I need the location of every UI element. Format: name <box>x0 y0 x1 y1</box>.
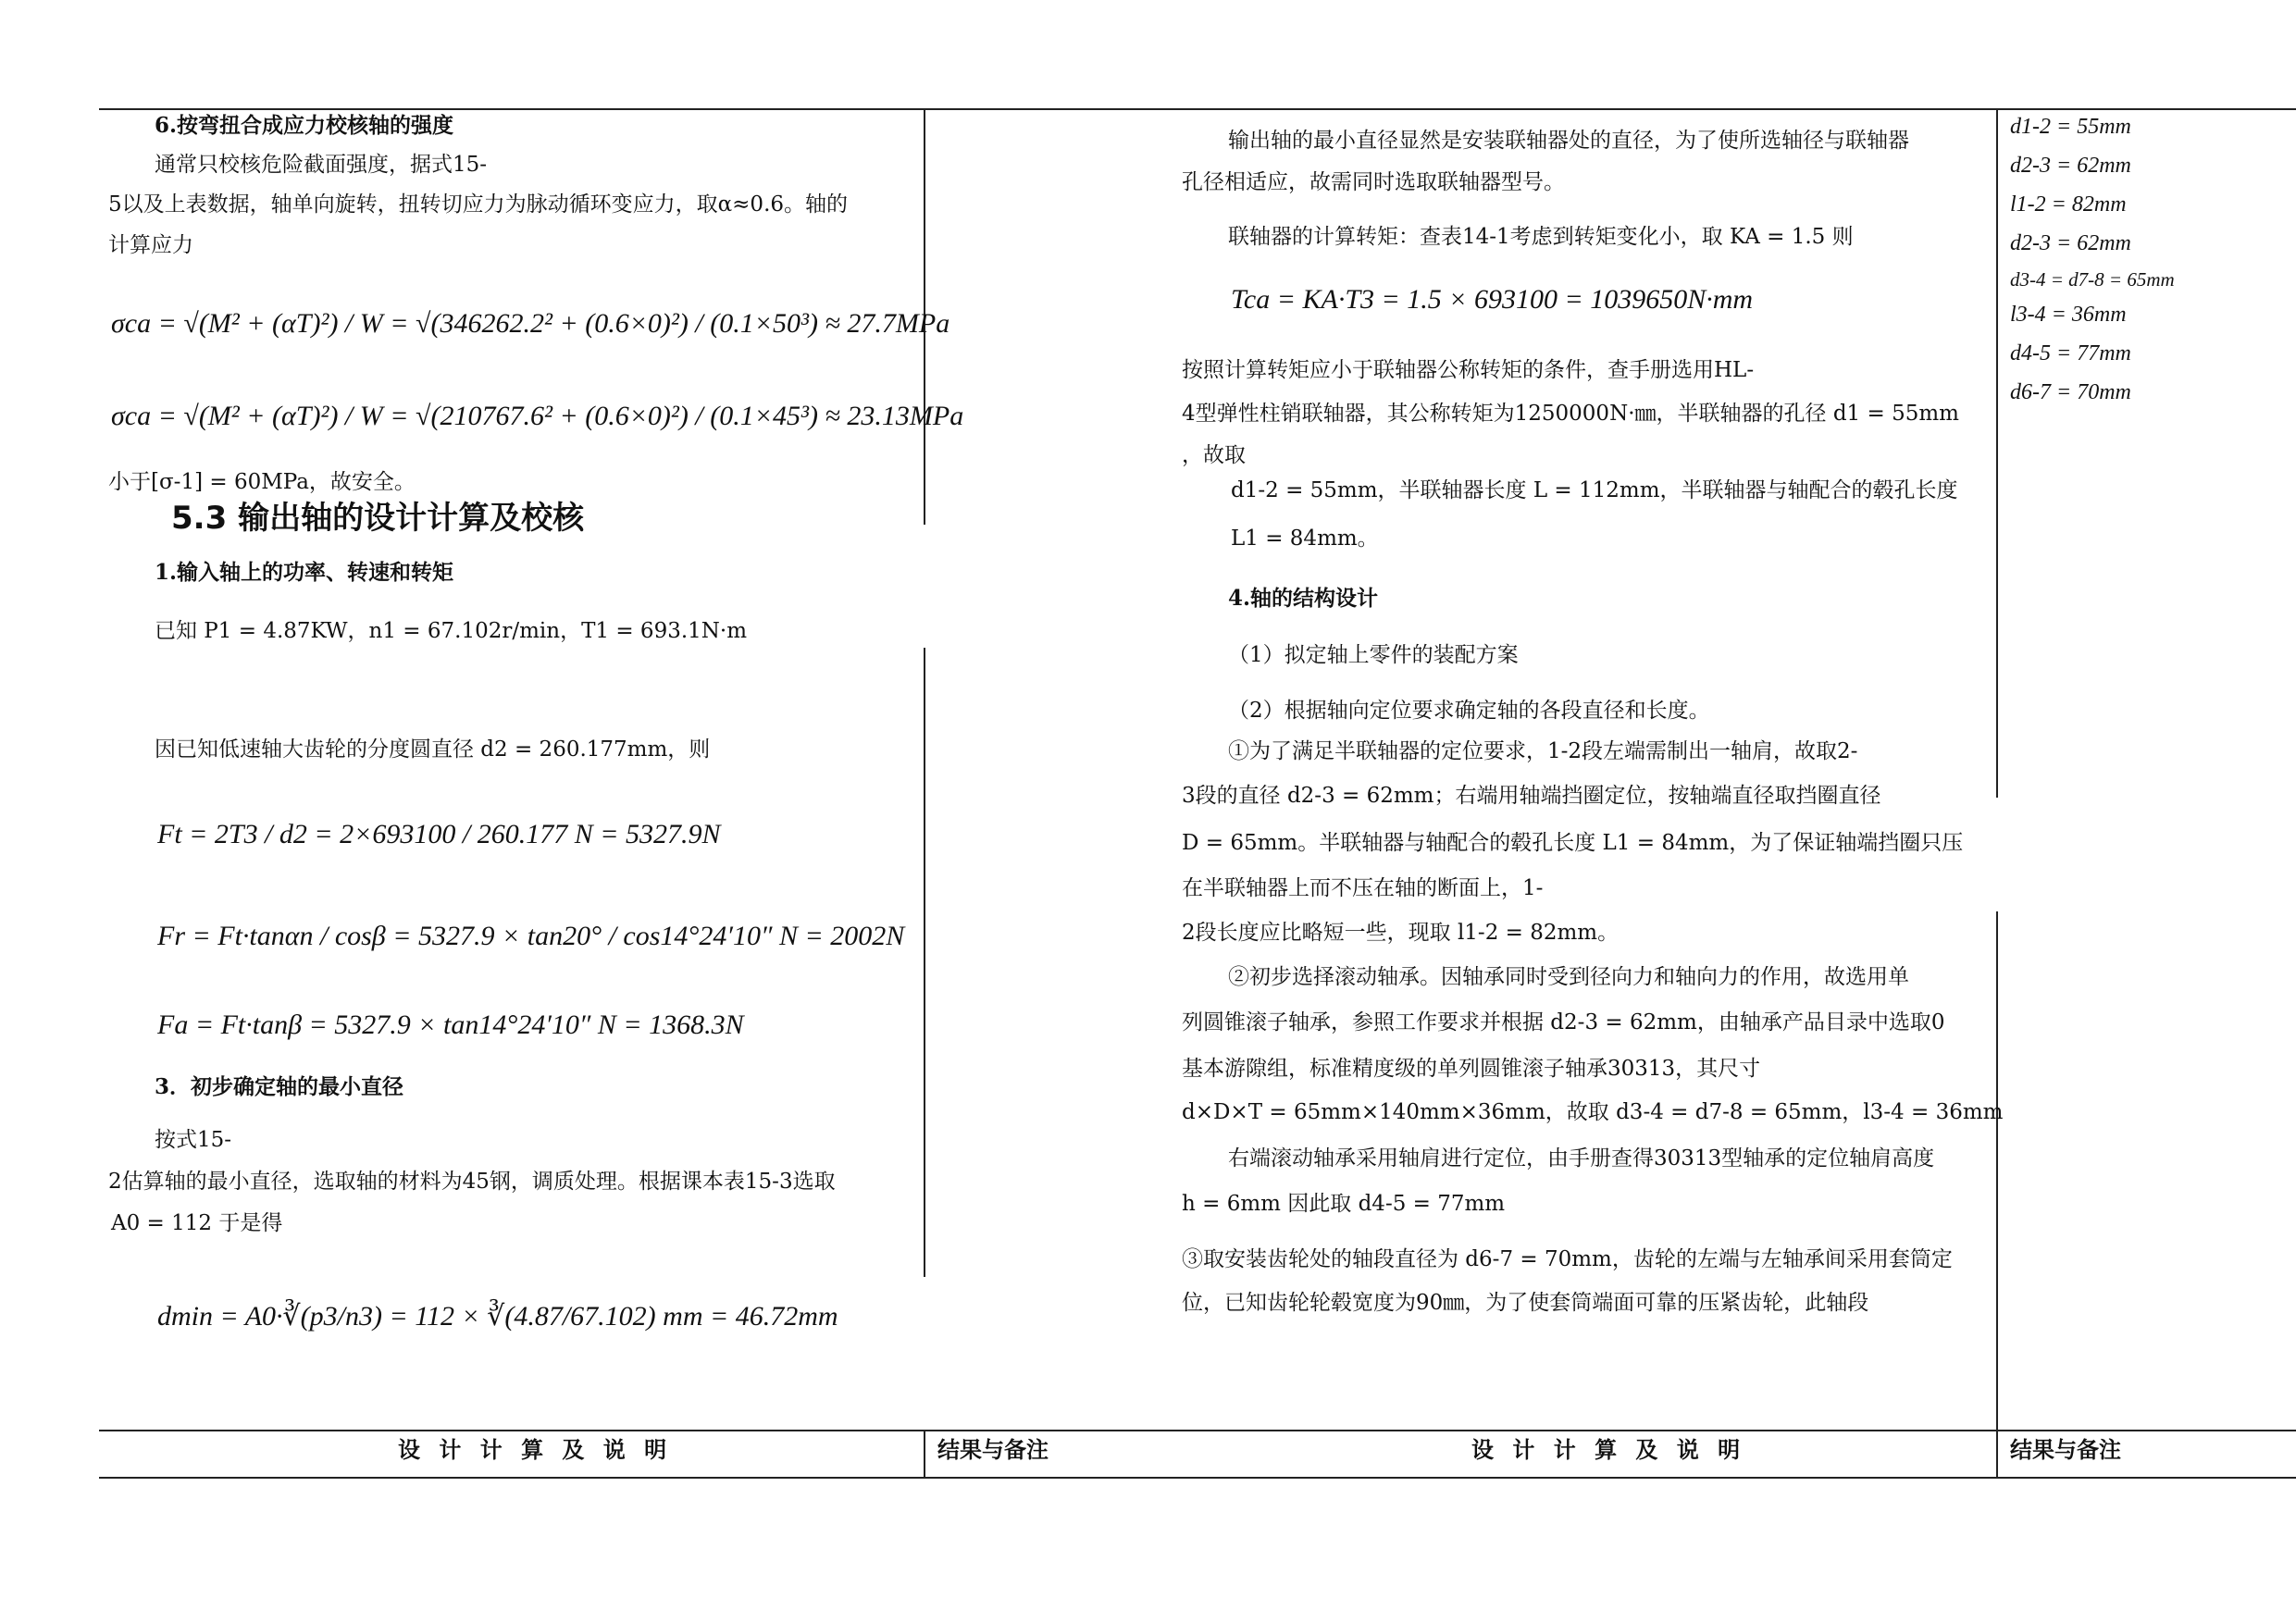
paragraph-line: 按式15- <box>155 1128 232 1152</box>
paragraph-line: ②初步选择滚动轴承。因轴承同时受到径向力和轴向力的作用，故选用单 <box>1228 965 1909 989</box>
section-6-heading: 6.按弯扭合成应力校核轴的强度 <box>155 113 454 138</box>
axial-force-equation: Fa = Ft·tanβ = 5327.9 × tan14°24′10″ N = 1368.3N <box>157 1010 744 1040</box>
paragraph-line: （1）拟定轴上零件的装配方案 <box>1228 643 1519 667</box>
divider-right-lower <box>1996 911 1998 1478</box>
paragraph-line: d1-2 = 55mm，半联轴器长度 L = 112mm，半联轴器与轴配合的毂孔长度 <box>1231 478 1958 502</box>
result-item: d1-2 = 55mm <box>2010 115 2131 139</box>
paragraph-line: 5以及上表数据，轴单向旋转，扭转切应力为脉动循环变应力，取α≈0.6。轴的 <box>108 192 849 217</box>
divider-right-upper <box>1996 108 1998 798</box>
paragraph-line: 基本游隙组，标准精度级的单列圆锥滚子轴承30313，其尺寸 <box>1182 1057 1761 1081</box>
paragraph-line: 3段的直径 d2-3 = 62mm；右端用轴端挡圈定位，按轴端直径取挡圈直径 <box>1182 784 1881 808</box>
result-notes-label: 结果与备注 <box>937 1436 1049 1463</box>
design-calculation-label: 设 计 计 算 及 说 明 <box>1471 1436 1746 1463</box>
paragraph-line: 列圆锥滚子轴承，参照工作要求并根据 d2-3 = 62mm，由轴承产品目录中选取0 <box>1182 1010 1945 1035</box>
paragraph-line: 位，已知齿轮轮毂宽度为90㎜，为了使套筒端面可靠的压紧齿轮，此轴段 <box>1182 1291 1869 1315</box>
section-5-3-heading: 5.3 输出轴的设计计算及校核 <box>171 500 585 537</box>
paragraph-line: L1 = 84mm。 <box>1231 527 1379 551</box>
paragraph-line: ①为了满足半联轴器的定位要求，1-2段左端需制出一轴肩，故取2- <box>1228 739 1858 763</box>
paragraph-line: ，故取 <box>1182 443 1246 467</box>
divider-left-lower <box>924 648 925 1277</box>
paragraph-line: 按照计算转矩应小于联轴器公称转矩的条件，查手册选用HL- <box>1182 358 1755 382</box>
paragraph-line: 在半联轴器上而不压在轴的断面上，1- <box>1182 876 1544 900</box>
result-item: d3-4 = d7-8 = 65mm <box>2010 268 2175 291</box>
paragraph-line: d×D×T = 65mm×140mm×36mm，故取 d3-4 = d7-8 = 65mm，l3-4 = 36mm <box>1182 1100 2004 1124</box>
footer-bottom-border <box>99 1477 2296 1479</box>
result-item: d2-3 = 62mm <box>2010 154 2131 178</box>
radial-force-equation: Fr = Ft·tanαn / cosβ = 5327.9 × tan20° / cos14°24′10″ N = 2002N <box>157 921 905 951</box>
design-calculation-label: 设 计 计 算 及 说 明 <box>398 1436 673 1463</box>
subsection-3-heading: 3．初步确定轴的最小直径 <box>155 1074 404 1099</box>
paragraph-line: ③取安装齿轮处的轴段直径为 d6-7 = 70mm，齿轮的左端与左轴承间采用套筒定 <box>1182 1247 1953 1271</box>
paragraph-line: 输出轴的最小直径显然是安装联轴器处的直径，为了使所选轴径与联轴器 <box>1228 129 1909 153</box>
stress-equation-2: σca = √(M² + (αT)²) / W = √(210767.6² + (0.6×0)²) / (0.1×45³) ≈ 23.13MPa <box>111 401 964 431</box>
paragraph-line: D = 65mm。半联轴器与轴配合的毂孔长度 L1 = 84mm，为了保证轴端挡圈只压 <box>1182 831 1964 855</box>
paragraph-line: h = 6mm 因此取 d4-5 = 77mm <box>1182 1192 1506 1216</box>
tangential-force-equation: Ft = 2T3 / d2 = 2×693100 / 260.177 N = 5327.9N <box>157 819 721 849</box>
paragraph-line: 4型弹性柱销联轴器，其公称转矩为1250000N·㎜，半联轴器的孔径 d1 = 55mm <box>1182 402 1959 426</box>
result-item: l1-2 = 82mm <box>2010 192 2127 217</box>
paragraph-line: （2）根据轴向定位要求确定轴的各段直径和长度。 <box>1228 699 1710 723</box>
divider-footer-right <box>1996 1430 1998 1478</box>
paragraph-line: 右端滚动轴承采用轴肩进行定位，由手册查得30313型轴承的定位轴肩高度 <box>1228 1146 1935 1171</box>
min-diameter-equation: dmin = A0·∛(p3/n3) = 112 × ∛(4.87/67.102) mm = 46.72mm <box>157 1301 838 1332</box>
result-item: d6-7 = 70mm <box>2010 380 2131 404</box>
paragraph-line: 孔径相适应，故需同时选取联轴器型号。 <box>1182 170 1565 194</box>
coupling-torque-equation: Tca = KA·T3 = 1.5 × 693100 = 1039650N·mm <box>1231 284 1754 315</box>
paragraph-line: 2估算轴的最小直径，选取轴的材料为45钢，调质处理。根据课本表15-3选取 <box>108 1170 836 1194</box>
safety-conclusion: 小于[σ-1] = 60MPa，故安全。 <box>108 470 416 494</box>
paragraph-line: 2段长度应比略短一些，现取 l1-2 = 82mm。 <box>1182 921 1620 945</box>
result-item: d4-5 = 77mm <box>2010 341 2131 365</box>
top-border <box>99 108 2296 110</box>
stress-equation-1: σca = √(M² + (αT)²) / W = √(346262.2² + (0.6×0)²) / (0.1×50³) ≈ 27.7MPa <box>111 308 950 339</box>
result-item: d2-3 = 62mm <box>2010 231 2131 255</box>
known-values: 已知 P1 = 4.87KW，n1 = 67.102r/min，T1 = 693.1N·m <box>155 619 748 643</box>
paragraph-line: A0 = 112 于是得 <box>111 1211 283 1235</box>
result-notes-label: 结果与备注 <box>2010 1436 2121 1463</box>
gear-diameter-line: 因已知低速轴大齿轮的分度圆直径 d2 = 260.177mm，则 <box>155 737 711 762</box>
paragraph-line: 通常只校核危险截面强度，据式15- <box>155 153 488 177</box>
subsection-1-heading: 1.输入轴上的功率、转速和转矩 <box>155 560 454 585</box>
paragraph-line: 联轴器的计算转矩：查表14-1考虑到转矩变化小，取 KA = 1.5 则 <box>1228 225 1854 249</box>
result-item: l3-4 = 36mm <box>2010 303 2127 327</box>
divider-footer-left <box>924 1430 925 1478</box>
section-4-heading: 4.轴的结构设计 <box>1228 586 1379 611</box>
paragraph-line: 计算应力 <box>108 233 193 257</box>
